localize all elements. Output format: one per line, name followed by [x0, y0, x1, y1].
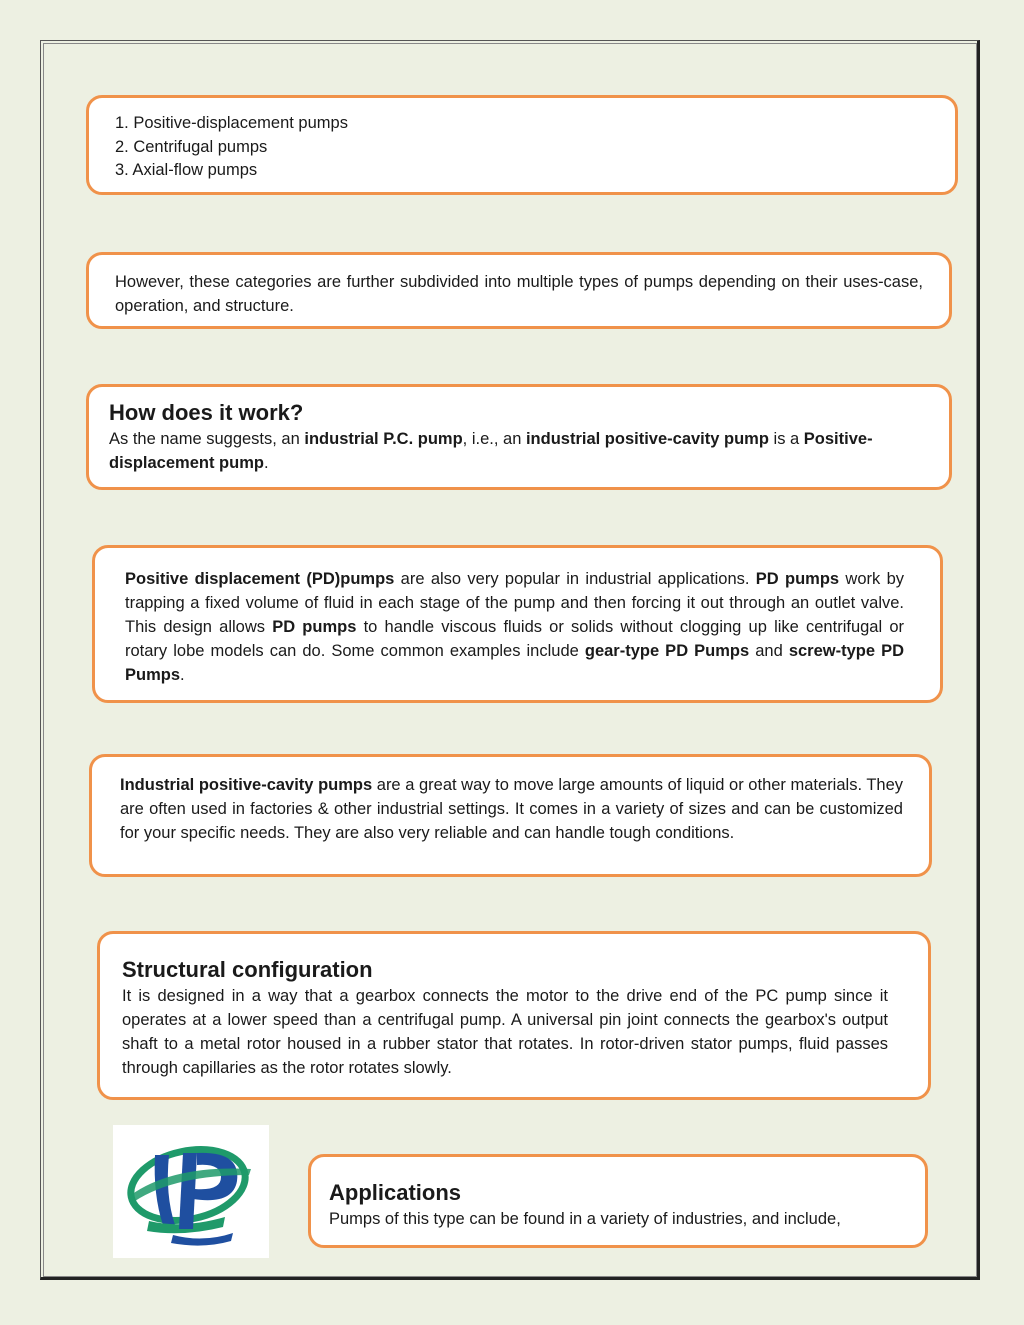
structural-text: It is designed in a way that a gearbox connects the motor to the drive end of the PC pump since it operates at a lower speed than a centrifugal pump. A universal pin joint connects the gearbox's output shaft to a metal rotor housed in a rubber stator that rotates. In rotor-driven stator pumps, fluid passes through capillaries as the rotor rotates slowly. [122, 987, 888, 1077]
subdivision-box [86, 252, 952, 329]
list-item: 1. Positive-displacement pumps [115, 114, 348, 132]
list-item: 3. Axial-flow pumps [115, 161, 258, 179]
applications-title: Applications [329, 1180, 462, 1205]
structural-title: Structural configuration [122, 957, 373, 982]
how-it-works-box [86, 384, 952, 490]
pump-types-box [86, 95, 958, 195]
pc-pumps-box [89, 754, 932, 877]
list-item: 2. Centrifugal pumps [115, 137, 268, 156]
pump-types-list [115, 112, 929, 183]
company-logo [113, 1125, 269, 1258]
pd-pumps-box [92, 545, 943, 703]
how-it-works-text: As the name suggests, an industrial P.C. pump, i.e., an industrial positive-cavity pump is a Positive-displacement pump. [109, 430, 873, 472]
applications-box [308, 1154, 928, 1248]
dlp-logo-icon [113, 1125, 269, 1258]
pd-pumps-text: Positive displacement (PD)pumps are also very popular in industrial applications. PD pumps work by trapping a fixed volume of fluid in each stage of the pump and then forcing it out through an outlet valve. This design allows PD pumps to handle viscous fluids or solids without clogging up like centrifugal or rotary lobe models can do. Some common examples include gear-type PD Pumps and screw-type PD Pumps. [125, 570, 904, 684]
pc-pumps-text: Industrial positive-cavity pumps are a great way to move large amounts of liquid or other materials. They are often used in factories & other industrial settings. It comes in a variety of sizes and can be customized for your specific needs. They are also very reliable and can handle tough conditions. [120, 776, 904, 842]
structural-box [97, 931, 931, 1100]
applications-text: Pumps of this type can be found in a variety of industries, and include, [329, 1210, 841, 1228]
subdivision-text: However, these categories are further subdivided into multiple types of pumps depending on their uses-case, operation, and structure. [115, 273, 923, 315]
how-it-works-title: How does it work? [109, 400, 304, 425]
